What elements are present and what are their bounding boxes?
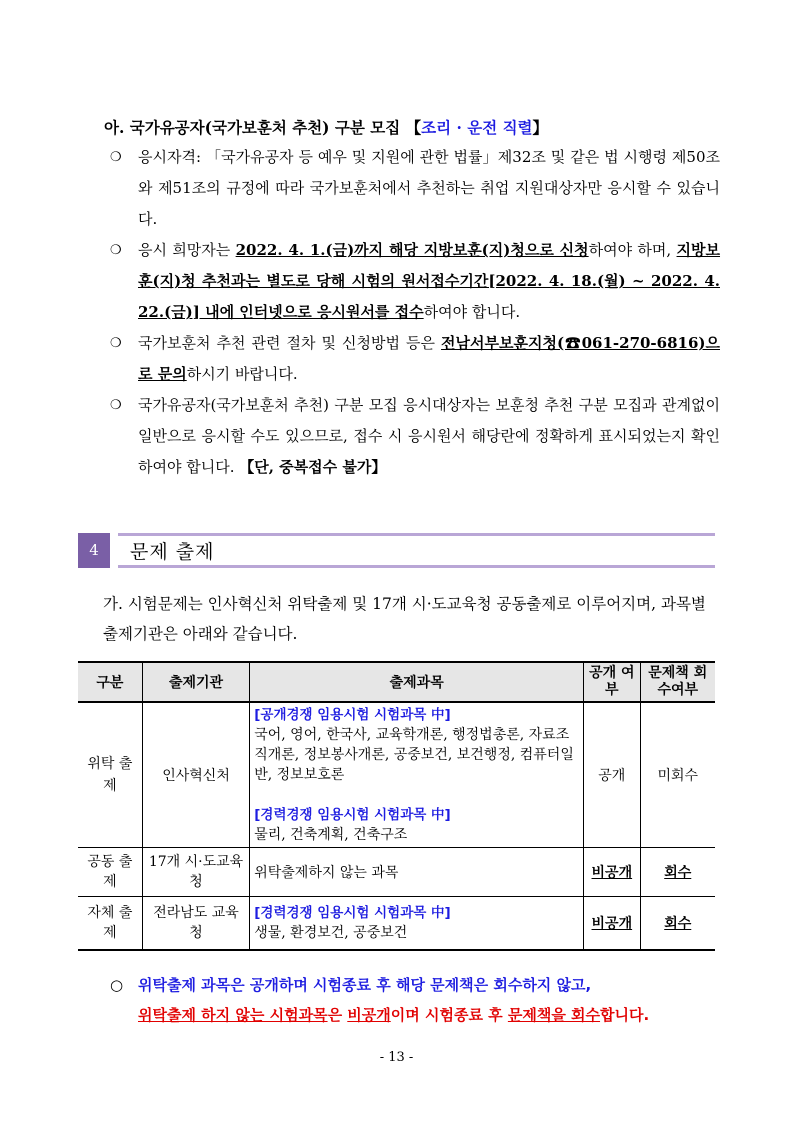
note-bullet-icon: ○: [110, 976, 124, 994]
section-rule-bottom: [118, 565, 715, 568]
application-period: 지방보훈(지)청 추천과는 별도로 당해 시험의 원서접수기간[2022. 4. 18.(월) ~ 2022. 4. 22.(금)] 내에 인터넷으로 응시원서를 접수: [138, 241, 721, 321]
section-rule-top: [118, 533, 715, 536]
inquiry-contact: 전남서부보훈지청(☎061-270-6816)으로 문의: [138, 334, 720, 383]
bullet-icon: ❍: [110, 150, 122, 165]
paragraph-ga: 가. 시험문제는 인사혁신처 위탁출제 및 17개 시·도교육청 공동출제로 이루어지며, 과목별 출제기관은 아래와 같습니다.: [103, 595, 706, 643]
col-collect: 문제책 회수여부: [640, 662, 715, 702]
table-row: 공동 출제 17개 시·도교육청 위탁출제하지 않는 과목 비공개 회수: [78, 848, 715, 897]
page-number: - 13 -: [379, 1050, 414, 1065]
col-subjects: 출제과목: [250, 662, 584, 702]
collection-note: ○ 위탁출제 과목은 공개하며 시험종료 후 해당 문제책은 회수하지 않고, 위탁출제 하지 않는 시험과목은 비공개이며 시험종료 후 문제책을 회수합니다.: [110, 970, 730, 1030]
col-org: 출제기관: [142, 662, 249, 702]
bullet-general-application: ❍ 국가유공자(국가보훈처 추천) 구분 모집 응시대상자는 보훈청 추천 구분 모집과 관계없이 일반으로 응시할 수도 있으므로, 접수 시 응시원서 해당란에 정확하게 표시되었는지 확인하여야 합니다. 【단, 중복접수 불가】: [110, 390, 720, 483]
section-header-4: [78, 533, 715, 568]
col-type: 구분: [78, 662, 142, 702]
table-row: 자체 출제 전라남도 교육청 [경력경쟁 임용시험 시험과목 中] 생물, 환경보건, 공중보건 비공개 회수: [78, 897, 715, 951]
section-heading-ah: 아. 국가유공자(국가보훈처 추천) 구분 모집 【조리 · 운전 직렬】: [104, 118, 549, 137]
application-deadline: 2022. 4. 1.(금)까지 해당 지방보훈(지)청으로 신청: [235, 241, 589, 259]
bullet-icon: ❍: [110, 398, 122, 413]
table-row: 위탁 출제 인사혁신처 [공개경쟁 임용시험 시험과목 中] 국어, 영어, 한국사, 교육학개론, 행정법총론, 자료조직개론, 정보봉사개론, 공중보건, 보건행정, 컴퓨터일반, 정보보호론 [경력경쟁 임용시험 시험과목 中] 물리, 건축계획, 건축구조 공개 미회수: [78, 702, 715, 848]
duplicate-notice: 【단, 중복접수 불가】: [239, 458, 387, 476]
bullet-inquiry: ❍ 국가보훈처 추천 관련 절차 및 신청방법 등은 전남서부보훈지청(☎061-270-6816)으로 문의하시기 바랍니다.: [110, 328, 720, 390]
bullet-icon: ❍: [110, 243, 122, 258]
bullet-application: ❍ 응시 희망자는 2022. 4. 1.(금)까지 해당 지방보훈(지)청으로 신청하여야 하며, 지방보훈(지)청 추천과는 별도로 당해 시험의 원서접수기간[2022. 4. 18.(월) ~ 2022. 4. 22.(금)] 내에 인터넷으로 응시원서를 접수하여야 합니다.: [110, 235, 720, 328]
bullet-icon: ❍: [110, 336, 122, 351]
col-public: 공개 여부: [584, 662, 640, 702]
section-number: 4: [78, 533, 110, 568]
exam-source-table: [78, 661, 715, 951]
section-title: 문제 출제: [130, 541, 215, 563]
bullet-eligibility: ❍ 응시자격: 「국가유공자 등 예우 및 지원에 관한 법률」제32조 및 같은 법 시행령 제50조와 제51조의 규정에 따라 국가보훈처에서 추천하는 취업 지원대상자만 응시할 수 있습니다.: [110, 142, 720, 235]
table-header-row: [78, 662, 715, 702]
heading-highlight: 조리 · 운전 직렬: [421, 118, 533, 137]
